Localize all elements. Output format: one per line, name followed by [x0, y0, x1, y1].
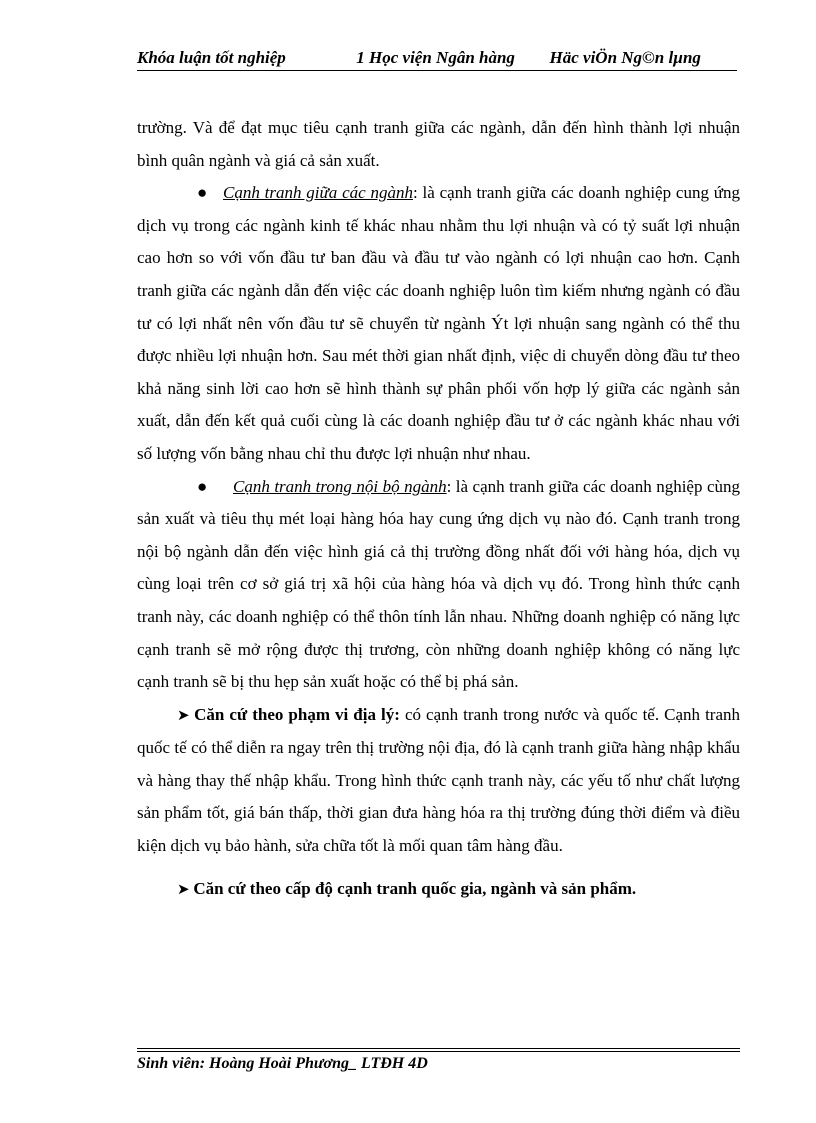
heading-levels: Căn cứ theo cấp độ cạnh tranh quốc gia, ngành và sản phẩm. [193, 878, 637, 898]
bullet-icon: ● [197, 183, 208, 203]
arrow-paragraph-levels [137, 873, 740, 907]
arrow-icon: ➤ [177, 707, 195, 724]
bullet-icon: ● [197, 476, 208, 496]
arrow-paragraph-geography [137, 699, 740, 863]
bullet-paragraph-intra-industry [137, 471, 740, 699]
header-left: Khóa luận tốt nghiệp [137, 48, 286, 67]
header-right: Häc viÖn Ng©n lµng [549, 48, 701, 67]
header-center: 1 Học viện Ngân hàng [356, 48, 515, 67]
term-intra-industry: Cạnh tranh trong nội bộ ngành [233, 476, 447, 496]
page-header [137, 48, 737, 71]
footer-rule-top [137, 1048, 740, 1049]
document-body [137, 112, 740, 906]
arrow-icon: ➤ [177, 881, 194, 898]
paragraph-continuation: trường. Và để đạt mục tiêu cạnh tranh giữa các ngành, dẫn đến hình thành lợi nhuận bình quân ngành và giá cả sản xuất. [137, 118, 740, 170]
heading-geography: Căn cứ theo phạm vi địa lý: [194, 704, 400, 724]
bullet-paragraph-industries [137, 177, 740, 470]
paragraph-text: có cạnh tranh trong nước và quốc tế. Cạnh tranh quốc tế có thể diễn ra ngay trên thị trường nội địa, đó là cạnh tranh giữa hàng nhập khẩu và hàng thay thế nhập khẩu. Trong hình thức cạnh tranh này, các yếu tố như chất lượng sản phẩm tốt, giá bán thấp, thời gian đưa hàng hóa ra thị trường đúng thời điểm và điều kiện dịch vụ bảo hành, sửa chữa tốt là mối quan tâm hàng đầu. [137, 704, 740, 856]
page-footer: Sinh viên: Hoàng Hoài Phương_ LTĐH 4D [137, 1055, 428, 1072]
term-between-industries: Cạnh tranh giữa các ngành [223, 183, 413, 203]
paragraph-text: : là cạnh tranh giữa các doanh nghiệp cùng sản xuất và tiêu thụ mét loại hàng hóa hay cung ứng dịch vụ nào đó. Cạnh tranh trong nội bộ ngành dẫn đến việc hình giá cả thị trường đồng nhất đối với hàng hóa, dịch vụ cùng loại trên cơ sở giá trị xã hội của hàng hóa và dịch vụ đó. Trong hình thức cạnh tranh này, các doanh nghiệp có thể thôn tính lẫn nhau. Những doanh nghiệp có năng lực cạnh tranh sẽ mở rộng được thị trương, còn những doanh nghiệp không có năng lực cạnh tranh sẽ bị thu hẹp sản xuất hoặc có thể bị phá sản. [137, 476, 741, 692]
paragraph-text: : là cạnh tranh giữa các doanh nghiệp cung ứng dịch vụ trong các ngành kinh tế khác nhau nhằm thu lợi nhuận và có tỷ suất lợi nhuận cao hơn so với vốn đầu tư ban đầu và đầu tư vào ngành có lợi nhuận cao hơn. Cạnh tranh giữa các ngành dẫn đến việc các doanh nghiệp luôn tìm kiếm nhưng ngành có đầu tư có lợi nhất nên vốn đầu tư sẽ chuyển từ ngành Ýt lợi nhuận sang ngành có thể thu được nhiều lợi nhuận hơn. Sau mét thời gian nhất định, việc di chuyển dòng đầu tư theo khả năng sinh lời cao hơn sẽ hình thành sự phân phối vốn hợp lý giữa các ngành sản xuất, dẫn đến kết quả cuối cùng là các doanh nghiệp đầu tư ở các ngành khác nhau với số lượng vốn bằng nhau chỉ thu được lợi nhuận như nhau. [137, 183, 740, 463]
footer-rule-bottom [137, 1051, 740, 1052]
